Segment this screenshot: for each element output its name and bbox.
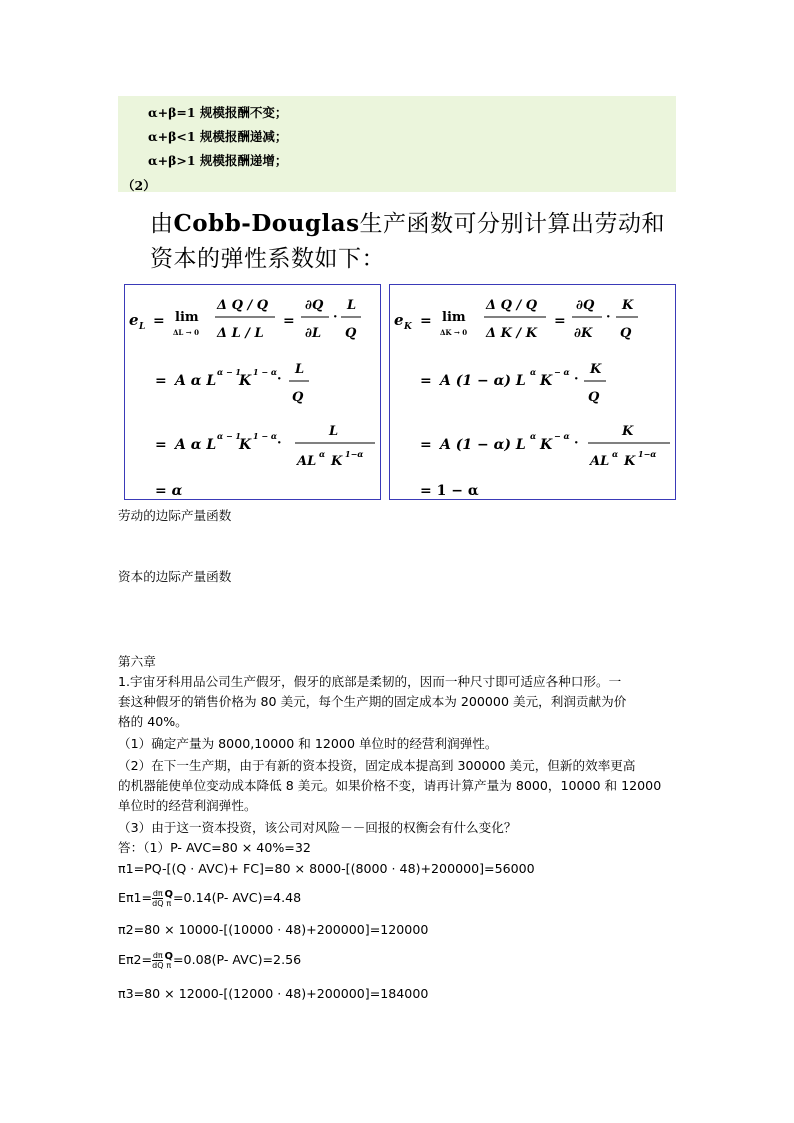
svg-text:α: α xyxy=(530,431,537,441)
svg-text:∂Q: ∂Q xyxy=(576,298,595,313)
svg-text:Δ Q / Q: Δ Q / Q xyxy=(217,298,269,313)
labor-elasticity-formula xyxy=(124,284,381,500)
svg-text:α − 1: α − 1 xyxy=(217,367,241,377)
svg-text:Δ K / K: Δ K / K xyxy=(486,326,538,341)
svg-text:1−α: 1−α xyxy=(638,449,657,459)
rule-increasing-returns: α+β>1 规模报酬递增； xyxy=(148,153,288,168)
svg-text:=: = xyxy=(420,313,432,329)
svg-text:=: = xyxy=(153,313,165,329)
svg-text:lim: lim xyxy=(175,310,199,325)
svg-text:Q: Q xyxy=(292,390,304,405)
svg-text:L: L xyxy=(347,298,357,313)
question-2-line-2: 的机器能使单位变动成本降低 8 美元。如果价格不变，请再计算产量为 8000，10000 和 12000 xyxy=(118,778,662,793)
svg-text:∂Q: ∂Q xyxy=(305,298,324,313)
svg-text:ΔK → 0: ΔK → 0 xyxy=(440,328,468,337)
slide-heading-line2: 资本的弹性系数如下： xyxy=(150,246,385,272)
svg-text:1−α: 1−α xyxy=(345,449,364,459)
question-2-line-3: 单位时的经营利润弹性。 xyxy=(118,798,257,813)
capital-elasticity-formula xyxy=(389,284,676,500)
svg-text:=: = xyxy=(155,373,167,389)
svg-text:=: = xyxy=(155,437,167,453)
svg-text:α − 1: α − 1 xyxy=(217,431,241,441)
question-3: （3）由于这一资本投资，该公司对风险－－回报的权衡会有什么变化？ xyxy=(118,820,517,835)
profit-2: π2=80 × 10000-[(10000 · 48)+200000]=120000 xyxy=(118,922,429,937)
svg-text:K: K xyxy=(622,298,634,313)
problem-line-1: 1.宇宙牙科用品公司生产假牙，假牙的底部是柔韧的，因而一种尺寸即可适应各种口形。一 xyxy=(118,674,622,689)
svg-text:e: e xyxy=(129,311,139,329)
capital-elasticity-result: = 1 − α xyxy=(420,483,479,499)
question-1: （1）确定产量为 8000,10000 和 12000 单位时的经营利润弹性。 xyxy=(118,736,498,751)
svg-text:L: L xyxy=(329,424,339,439)
svg-text:K: K xyxy=(540,373,553,389)
svg-text:lim: lim xyxy=(442,310,466,325)
svg-text:=: = xyxy=(283,313,295,329)
svg-text:Q: Q xyxy=(588,390,600,405)
part-2-label: （2） xyxy=(122,178,156,193)
svg-text:=: = xyxy=(420,437,432,453)
svg-text:·: · xyxy=(277,436,282,451)
svg-text:AL: AL xyxy=(297,454,317,469)
svg-text:Q: Q xyxy=(620,326,632,341)
svg-text:K: K xyxy=(239,373,252,389)
svg-text:A (1 − α) L: A (1 − α) L xyxy=(440,373,526,389)
svg-text:∂L: ∂L xyxy=(305,326,322,341)
svg-text:− α: − α xyxy=(554,367,570,377)
svg-text:A α L: A α L xyxy=(175,437,217,453)
rule-constant-returns: α+β=1 规模报酬不变； xyxy=(148,105,288,120)
problem-line-3: 格的 40%。 xyxy=(118,714,188,729)
question-2-line-1: （2）在下一生产期，由于有新的资本投资，固定成本提高到 300000 美元，但新的效率更高 xyxy=(118,758,636,773)
svg-text:·: · xyxy=(574,372,579,387)
svg-text:L: L xyxy=(295,362,305,377)
svg-text:·: · xyxy=(574,436,579,451)
capital-mp-label: 资本的边际产量函数 xyxy=(118,569,232,584)
profit-3: π3=80 × 12000-[(12000 · 48)+200000]=184000 xyxy=(118,986,429,1001)
svg-text:K: K xyxy=(624,454,636,469)
svg-text:∂K: ∂K xyxy=(574,326,593,341)
slide-heading-line1: 由Cobb-Douglas生产函数可分别计算出劳动和 xyxy=(150,210,666,237)
answer-line-1: 答：（1）P- AVC=80 × 40%=32 xyxy=(118,840,311,855)
svg-text:A (1 − α) L: A (1 − α) L xyxy=(440,437,526,453)
svg-text:=: = xyxy=(554,313,566,329)
profit-1: π1=PQ-[(Q · AVC)+ FC]=80 × 8000-[(8000 · 48)+200000]=56000 xyxy=(118,861,535,876)
svg-text:K: K xyxy=(404,322,412,332)
svg-text:K: K xyxy=(540,437,553,453)
svg-text:L: L xyxy=(139,322,146,332)
elasticity-2: Eπ2= $\frac{d\pi}{dQ}$ Q π =0.08(P- AVC)=2.56 xyxy=(118,950,302,970)
svg-text:α: α xyxy=(530,367,537,377)
svg-text:ΔL → 0: ΔL → 0 xyxy=(173,328,199,337)
rule-decreasing-returns: α+β<1 规模报酬递减； xyxy=(148,129,288,144)
svg-text:Δ L / L: Δ L / L xyxy=(217,326,264,341)
svg-text:1 − α: 1 − α xyxy=(253,367,277,377)
svg-text:K: K xyxy=(239,437,252,453)
svg-text:α: α xyxy=(319,449,326,459)
labor-elasticity-result: = α xyxy=(155,483,183,499)
svg-text:Δ Q / Q: Δ Q / Q xyxy=(486,298,538,313)
svg-text:·: · xyxy=(277,372,282,387)
svg-text:·: · xyxy=(333,310,338,325)
svg-text:AL: AL xyxy=(590,454,610,469)
svg-text:1 − α: 1 − α xyxy=(253,431,277,441)
svg-text:e: e xyxy=(394,311,404,329)
svg-text:=: = xyxy=(420,373,432,389)
problem-line-2: 套这种假牙的销售价格为 80 美元，每个生产期的固定成本为 200000 美元，利润贡献为价 xyxy=(118,694,627,709)
svg-text:K: K xyxy=(331,454,343,469)
svg-text:K: K xyxy=(622,424,634,439)
svg-text:α: α xyxy=(612,449,619,459)
svg-text:Q: Q xyxy=(345,326,357,341)
elasticity-1: Eπ1= $\frac{d\pi}{dQ}$ Q π =0.14(P- AVC)=4.48 xyxy=(118,888,302,908)
chapter-heading: 第六章 xyxy=(118,654,156,669)
svg-text:·: · xyxy=(606,310,611,325)
svg-text:A α L: A α L xyxy=(175,373,217,389)
labor-mp-label: 劳动的边际产量函数 xyxy=(118,508,232,523)
svg-text:K: K xyxy=(590,362,602,377)
svg-text:− α: − α xyxy=(554,431,570,441)
